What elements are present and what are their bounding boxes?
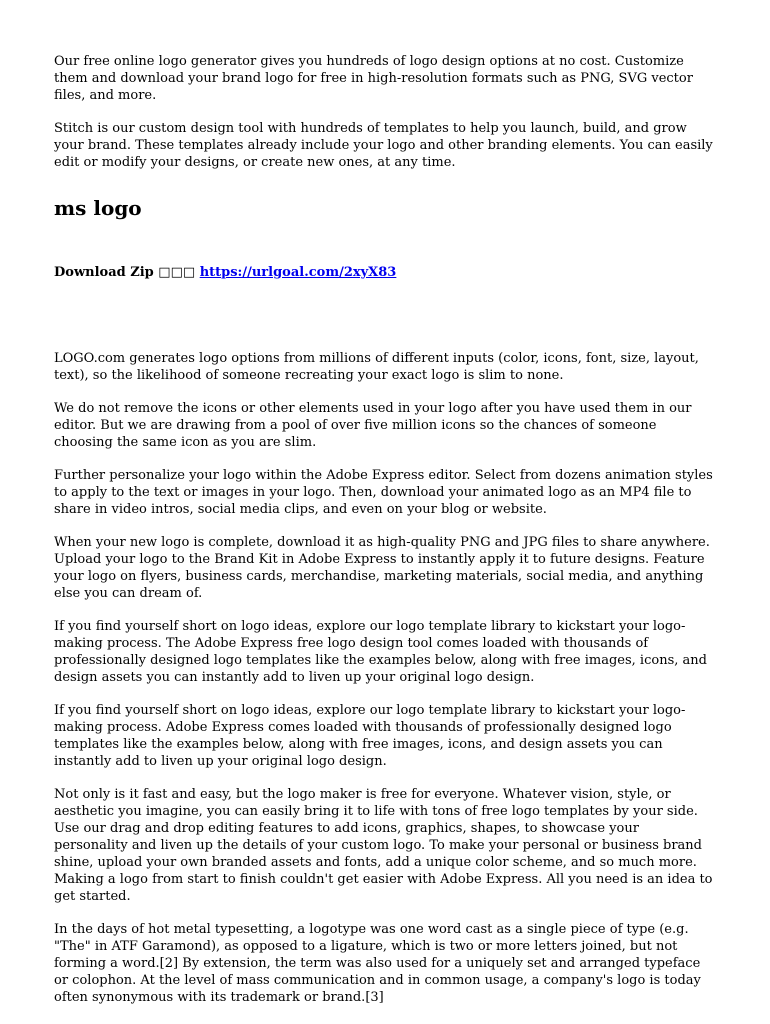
body-paragraph-7: Not only is it fast and easy, but the logo maker is free for everyone. Whatever vision, style, or aesthetic you imagine, you can easily bring it to life with tons of free logo templates by your side. Use our drag and drop editing features to add icons, graphics, shapes, to showcase your personality and liven up the details of your custom logo. To make your personal or business brand shine, upload your own branded assets and fonts, add a unique color scheme, and so much more. Making a logo from start to finish couldn't get easier with Adobe Express. All you need is an idea to get started. xyxy=(54,787,713,904)
body-paragraph-4: When your new logo is complete, download it as high-quality PNG and JPG files to share anywhere. Upload your logo to the Brand Kit in Adobe Express to instantly apply it to future designs. Feature your logo on flyers, business cards, merchandise, marketing materials, social media, and anything else you can dream of. xyxy=(54,535,710,601)
download-glyphs: □□□ xyxy=(158,265,196,280)
download-line xyxy=(54,264,716,281)
body-paragraph-3: Further personalize your logo within the Adobe Express editor. Select from dozens animation styles to apply to the text or images in your logo. Then, download your animated logo as an MP4 file to share in video intros, social media clips, and even on your blog or website. xyxy=(54,468,713,517)
download-link[interactable]: https://urlgoal.com/2xyX83 xyxy=(199,265,397,280)
intro-paragraph-1: Our free online logo generator gives you hundreds of logo design options at no cost. Customize them and download your brand logo for free in high-resolution formats such as PNG, SVG vector files, and more. xyxy=(54,54,693,103)
intro-paragraph-2: Stitch is our custom design tool with hundreds of templates to help you launch, build, and grow your brand. These templates already include your logo and other branding elements. You can easily edit or modify your designs, or create new ones, at any time. xyxy=(54,121,713,170)
download-label: Download Zip xyxy=(54,265,154,280)
body-paragraph-8: In the days of hot metal typesetting, a logotype was one word cast as a single piece of type (e.g. "The" in ATF Garamond), as opposed to a ligature, which is two or more letters joined, but not forming a word.[2] By extension, the term was also used for a uniquely set and arranged typeface or colophon. At the level of mass communication and in common usage, a company's logo is today often synonymous with its trademark or brand.[3] xyxy=(54,922,701,1005)
body-paragraph-2: We do not remove the icons or other elements used in your logo after you have used them in our editor. But we are drawing from a pool of over five million icons so the chances of someone choosing the same icon as you are slim. xyxy=(54,401,692,450)
body-paragraph-6: If you find yourself short on logo ideas, explore our logo template library to kickstart your logo-making process. Adobe Express comes loaded with thousands of professionally designed logo templates like the examples below, along with free images, icons, and design assets you can instantly add to liven up your original logo design. xyxy=(54,703,686,769)
page-title: ms logo xyxy=(54,196,142,220)
spacer xyxy=(54,281,716,350)
body-paragraph-1: LOGO.com generates logo options from millions of different inputs (color, icons, font, size, layout, text), so the likelihood of someone recreating your exact logo is slim to none. xyxy=(54,351,699,383)
body-paragraph-5: If you find yourself short on logo ideas, explore our logo template library to kickstart your logo-making process. The Adobe Express free logo design tool comes loaded with thousands of professionally designed logo templates like the examples below, along with free images, icons, and design assets you can instantly add to liven up your original logo design. xyxy=(54,619,707,685)
